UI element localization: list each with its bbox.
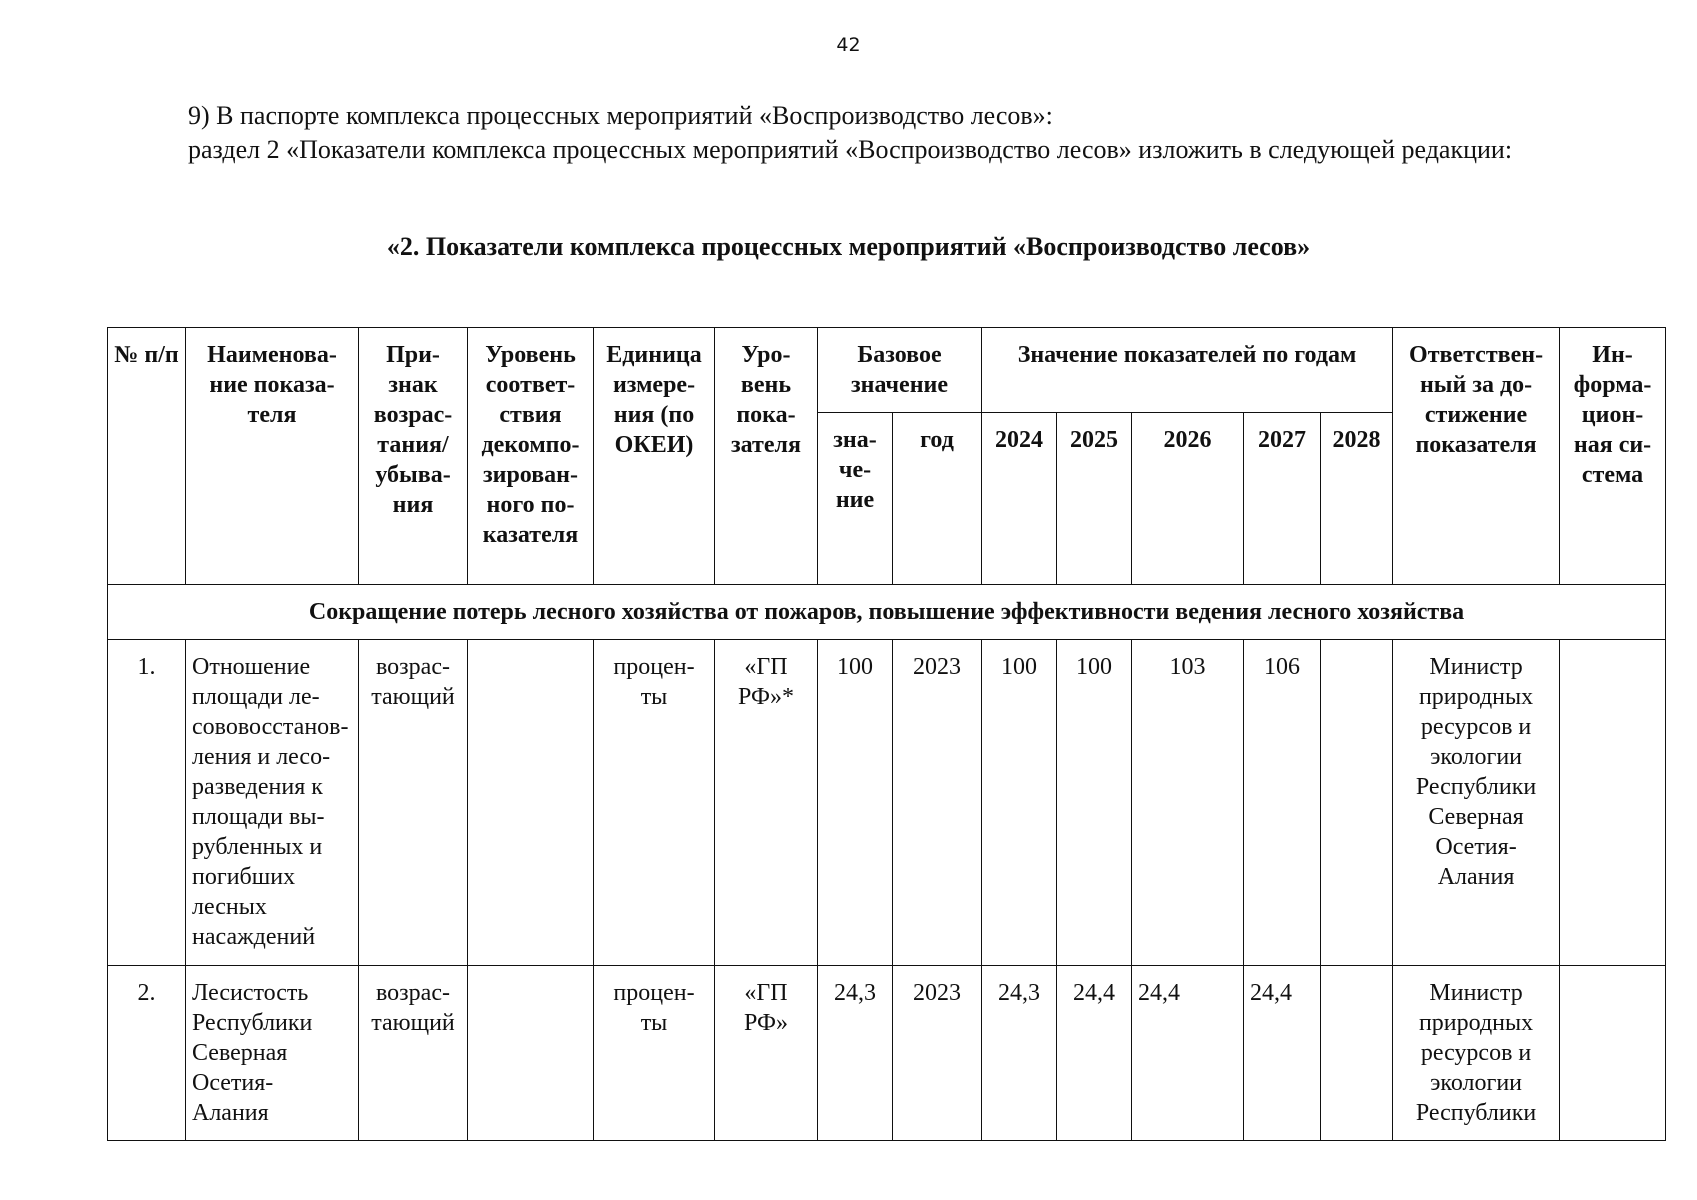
page-number: 42 (836, 34, 861, 56)
cell-info-system (1560, 966, 1666, 1141)
col-header-year-2028: 2028 (1321, 413, 1393, 585)
cell-2028 (1321, 640, 1393, 966)
cell-base-year: 2023 (893, 640, 982, 966)
col-header-year-2025: 2025 (1057, 413, 1132, 585)
cell-2026: 24,4 (1132, 966, 1244, 1141)
col-header-sign: При- знак возрас- тания/ убыва- ния (359, 328, 468, 585)
section-row (108, 585, 1666, 640)
intro-line-2: раздел 2 «Показатели комплекса процессных мероприятий «Воспроизводство лесов» изложить в следующей редакции: (188, 135, 1513, 164)
cell-level-decomp (468, 966, 594, 1141)
cell-name: Лесистость Республики Северная Осетия- Алания (186, 966, 359, 1141)
intro-line-1: 9) В паспорте комплекса процессных мероприятий «Воспроизводство лесов»: (188, 101, 1053, 130)
col-header-year-2024: 2024 (982, 413, 1057, 585)
col-header-year-2027: 2027 (1244, 413, 1321, 585)
cell-num: 2. (108, 966, 186, 1141)
col-header-level-decomp: Уровень соответ- ствия декомпо- зирован- ного по- казателя (468, 328, 594, 585)
cell-2024: 24,3 (982, 966, 1057, 1141)
col-header-unit: Единица измере- ния (по ОКЕИ) (594, 328, 715, 585)
col-header-base: Базовое значение (818, 328, 982, 413)
cell-name: Отношение площади ле- сововосстанов- ления и лесо- разведения к площади вы- рубленных и погибших лесных насаждений (186, 640, 359, 966)
col-header-level: Уро- вень пока- зателя (715, 328, 818, 585)
indicators-table (107, 327, 1666, 1141)
table-row (108, 640, 1666, 966)
cell-2028 (1321, 966, 1393, 1141)
section-heading: «2. Показатели комплекса процессных мероприятий «Воспроизводство лесов» (386, 232, 1311, 261)
col-header-responsible: Ответствен- ный за до- стижение показателя (1393, 328, 1560, 585)
cell-responsible: Министр природных ресурсов и экологии Республики (1393, 966, 1560, 1141)
cell-base-year: 2023 (893, 966, 982, 1141)
cell-level: «ГП РФ»* (715, 640, 818, 966)
cell-2025: 24,4 (1057, 966, 1132, 1141)
cell-base-value: 24,3 (818, 966, 893, 1141)
header-row-1 (108, 328, 1666, 413)
col-header-base-value: зна- че- ние (818, 413, 893, 585)
col-header-base-year: год (893, 413, 982, 585)
cell-2027: 106 (1244, 640, 1321, 966)
cell-sign: возрас- тающий (359, 966, 468, 1141)
cell-2025: 100 (1057, 640, 1132, 966)
col-header-name: Наименова- ние показа- теля (186, 328, 359, 585)
cell-unit: процен- ты (594, 966, 715, 1141)
cell-2027: 24,4 (1244, 966, 1321, 1141)
cell-2026: 103 (1132, 640, 1244, 966)
col-header-year-2026: 2026 (1132, 413, 1244, 585)
cell-info-system (1560, 640, 1666, 966)
cell-level: «ГП РФ» (715, 966, 818, 1141)
section-title: Сокращение потерь лесного хозяйства от пожаров, повышение эффективности ведения лесного хозяйства (108, 585, 1666, 640)
col-header-info-system: Ин- форма- цион- ная си- стема (1560, 328, 1666, 585)
cell-2024: 100 (982, 640, 1057, 966)
cell-sign: возрас- тающий (359, 640, 468, 966)
table-row (108, 966, 1666, 1141)
cell-num: 1. (108, 640, 186, 966)
col-header-num: № п/п (108, 328, 186, 585)
cell-responsible: Министр природных ресурсов и экологии Республики Северная Осетия- Алания (1393, 640, 1560, 966)
cell-unit: процен- ты (594, 640, 715, 966)
col-header-years-group: Значение показателей по годам (982, 328, 1393, 413)
cell-level-decomp (468, 640, 594, 966)
cell-base-value: 100 (818, 640, 893, 966)
